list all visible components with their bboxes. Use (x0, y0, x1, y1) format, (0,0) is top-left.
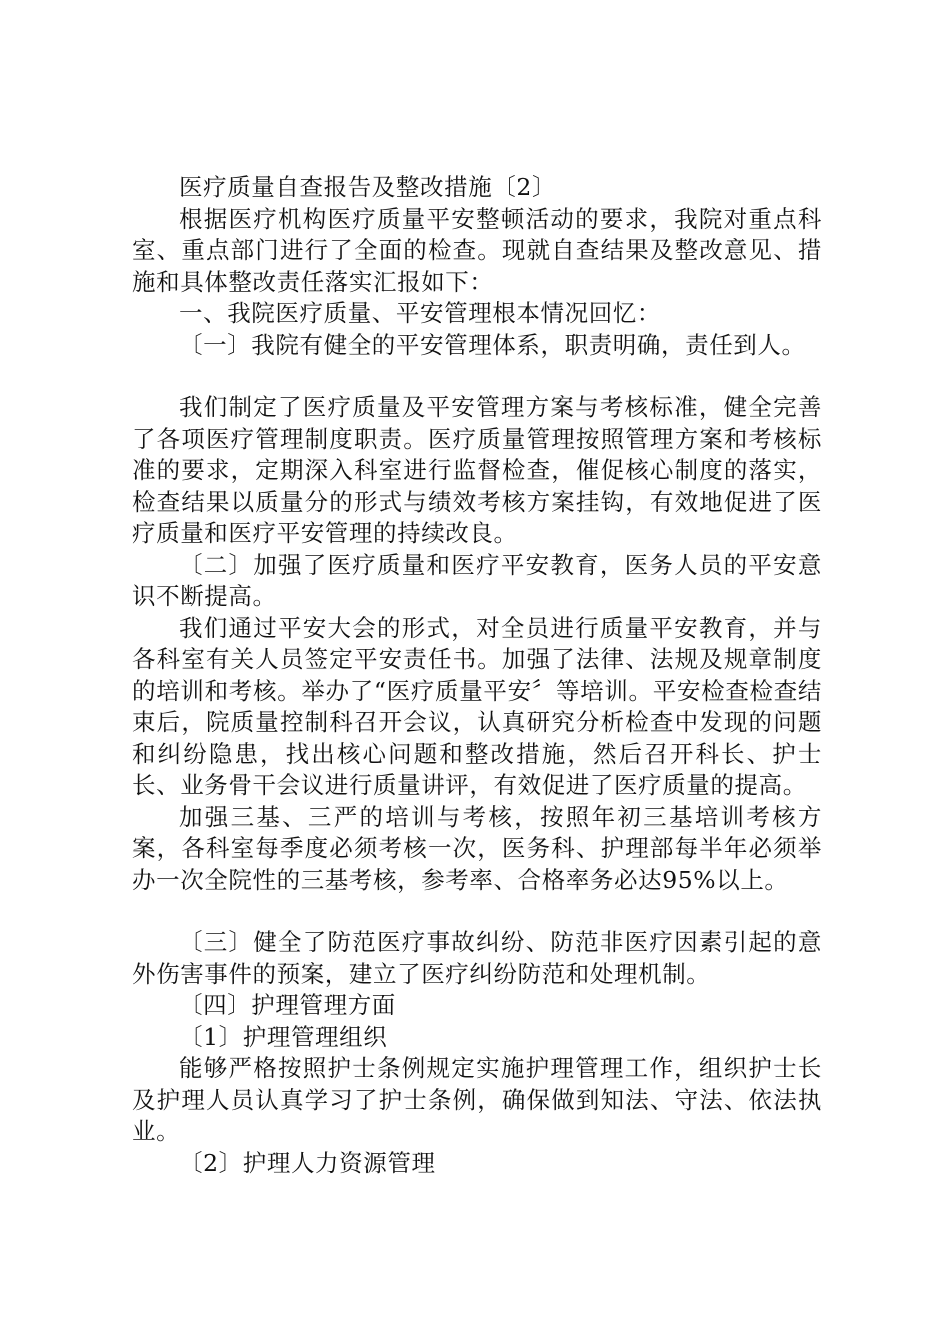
subsection-heading-1: 〔一〕我院有健全的平安管理体系，职责明确，责任到人。 (179, 330, 806, 359)
subsection-heading-3: 〔三〕健全了防范医疗事故纠纷、防范非医疗因素引起的意外伤害事件的预案，建立了医疗纠纷防范和处理机制。 (132, 928, 822, 988)
subsection-heading-4: 〔四〕护理管理方面 (179, 991, 396, 1019)
item-heading-1: 〔1〕护理管理组织 (179, 1022, 388, 1051)
document-title: 医疗质量自查报告及整改措施〔2〕 (179, 173, 557, 201)
paragraph-spacer (132, 361, 822, 392)
paragraph-spacer (132, 896, 822, 927)
subsection-heading-2: 〔二〕加强了医疗质量和医疗平安教育，医务人员的平安意识不断提高。 (132, 550, 822, 610)
body-paragraph: 我们通过平安大会的形式，对全员进行质量平安教育，并与各科室有关人员签定平安责任书。加强了法律、法规及规章制度的培训和考核。举办了“医疗质量平安〞等培训。平安检查检查结束后，院质量控制科召开会议，认真研究分析检查中发现的问题和纠纷隐患，找出核心问题和整改措施，然后召开科长、护士长、业务骨干会议进行质量讲评，有效促进了医疗质量的提高。 (132, 613, 822, 799)
body-paragraph: 我们制定了医疗质量及平安管理方案与考核标准，健全完善了各项医疗管理制度职责。医疗质量管理按照管理方案和考核标准的要求，定期深入科室进行监督检查，催促核心制度的落实，检查结果以质量分的形式与绩效考核方案挂钩，有效地促进了医疗质量和医疗平安管理的持续改良。 (132, 393, 822, 547)
section-heading-1: 一、我院医疗质量、平安管理根本情况回忆： (179, 299, 661, 327)
intro-paragraph: 根据医疗机构医疗质量平安整顿活动的要求，我院对重点科室、重点部门进行了全面的检查。现就自查结果及整改意见、措施和具体整改责任落实汇报如下： (132, 204, 822, 296)
item-heading-2: 〔2〕护理人力资源管理 (179, 1148, 436, 1177)
body-paragraph: 能够严格按照护士条例规定实施护理管理工作，组织护士长及护理人员认真学习了护士条例，确保做到知法、守法、依法执业。 (132, 1054, 822, 1145)
body-paragraph: 加强三基、三严的培训与考核，按照年初三基培训考核方案，各科室每季度必须考核一次，医务科、护理部每半年必须举办一次全院性的三基考核，参考率、合格率务必达95%以上。 (132, 802, 822, 894)
document-body (132, 172, 822, 1179)
